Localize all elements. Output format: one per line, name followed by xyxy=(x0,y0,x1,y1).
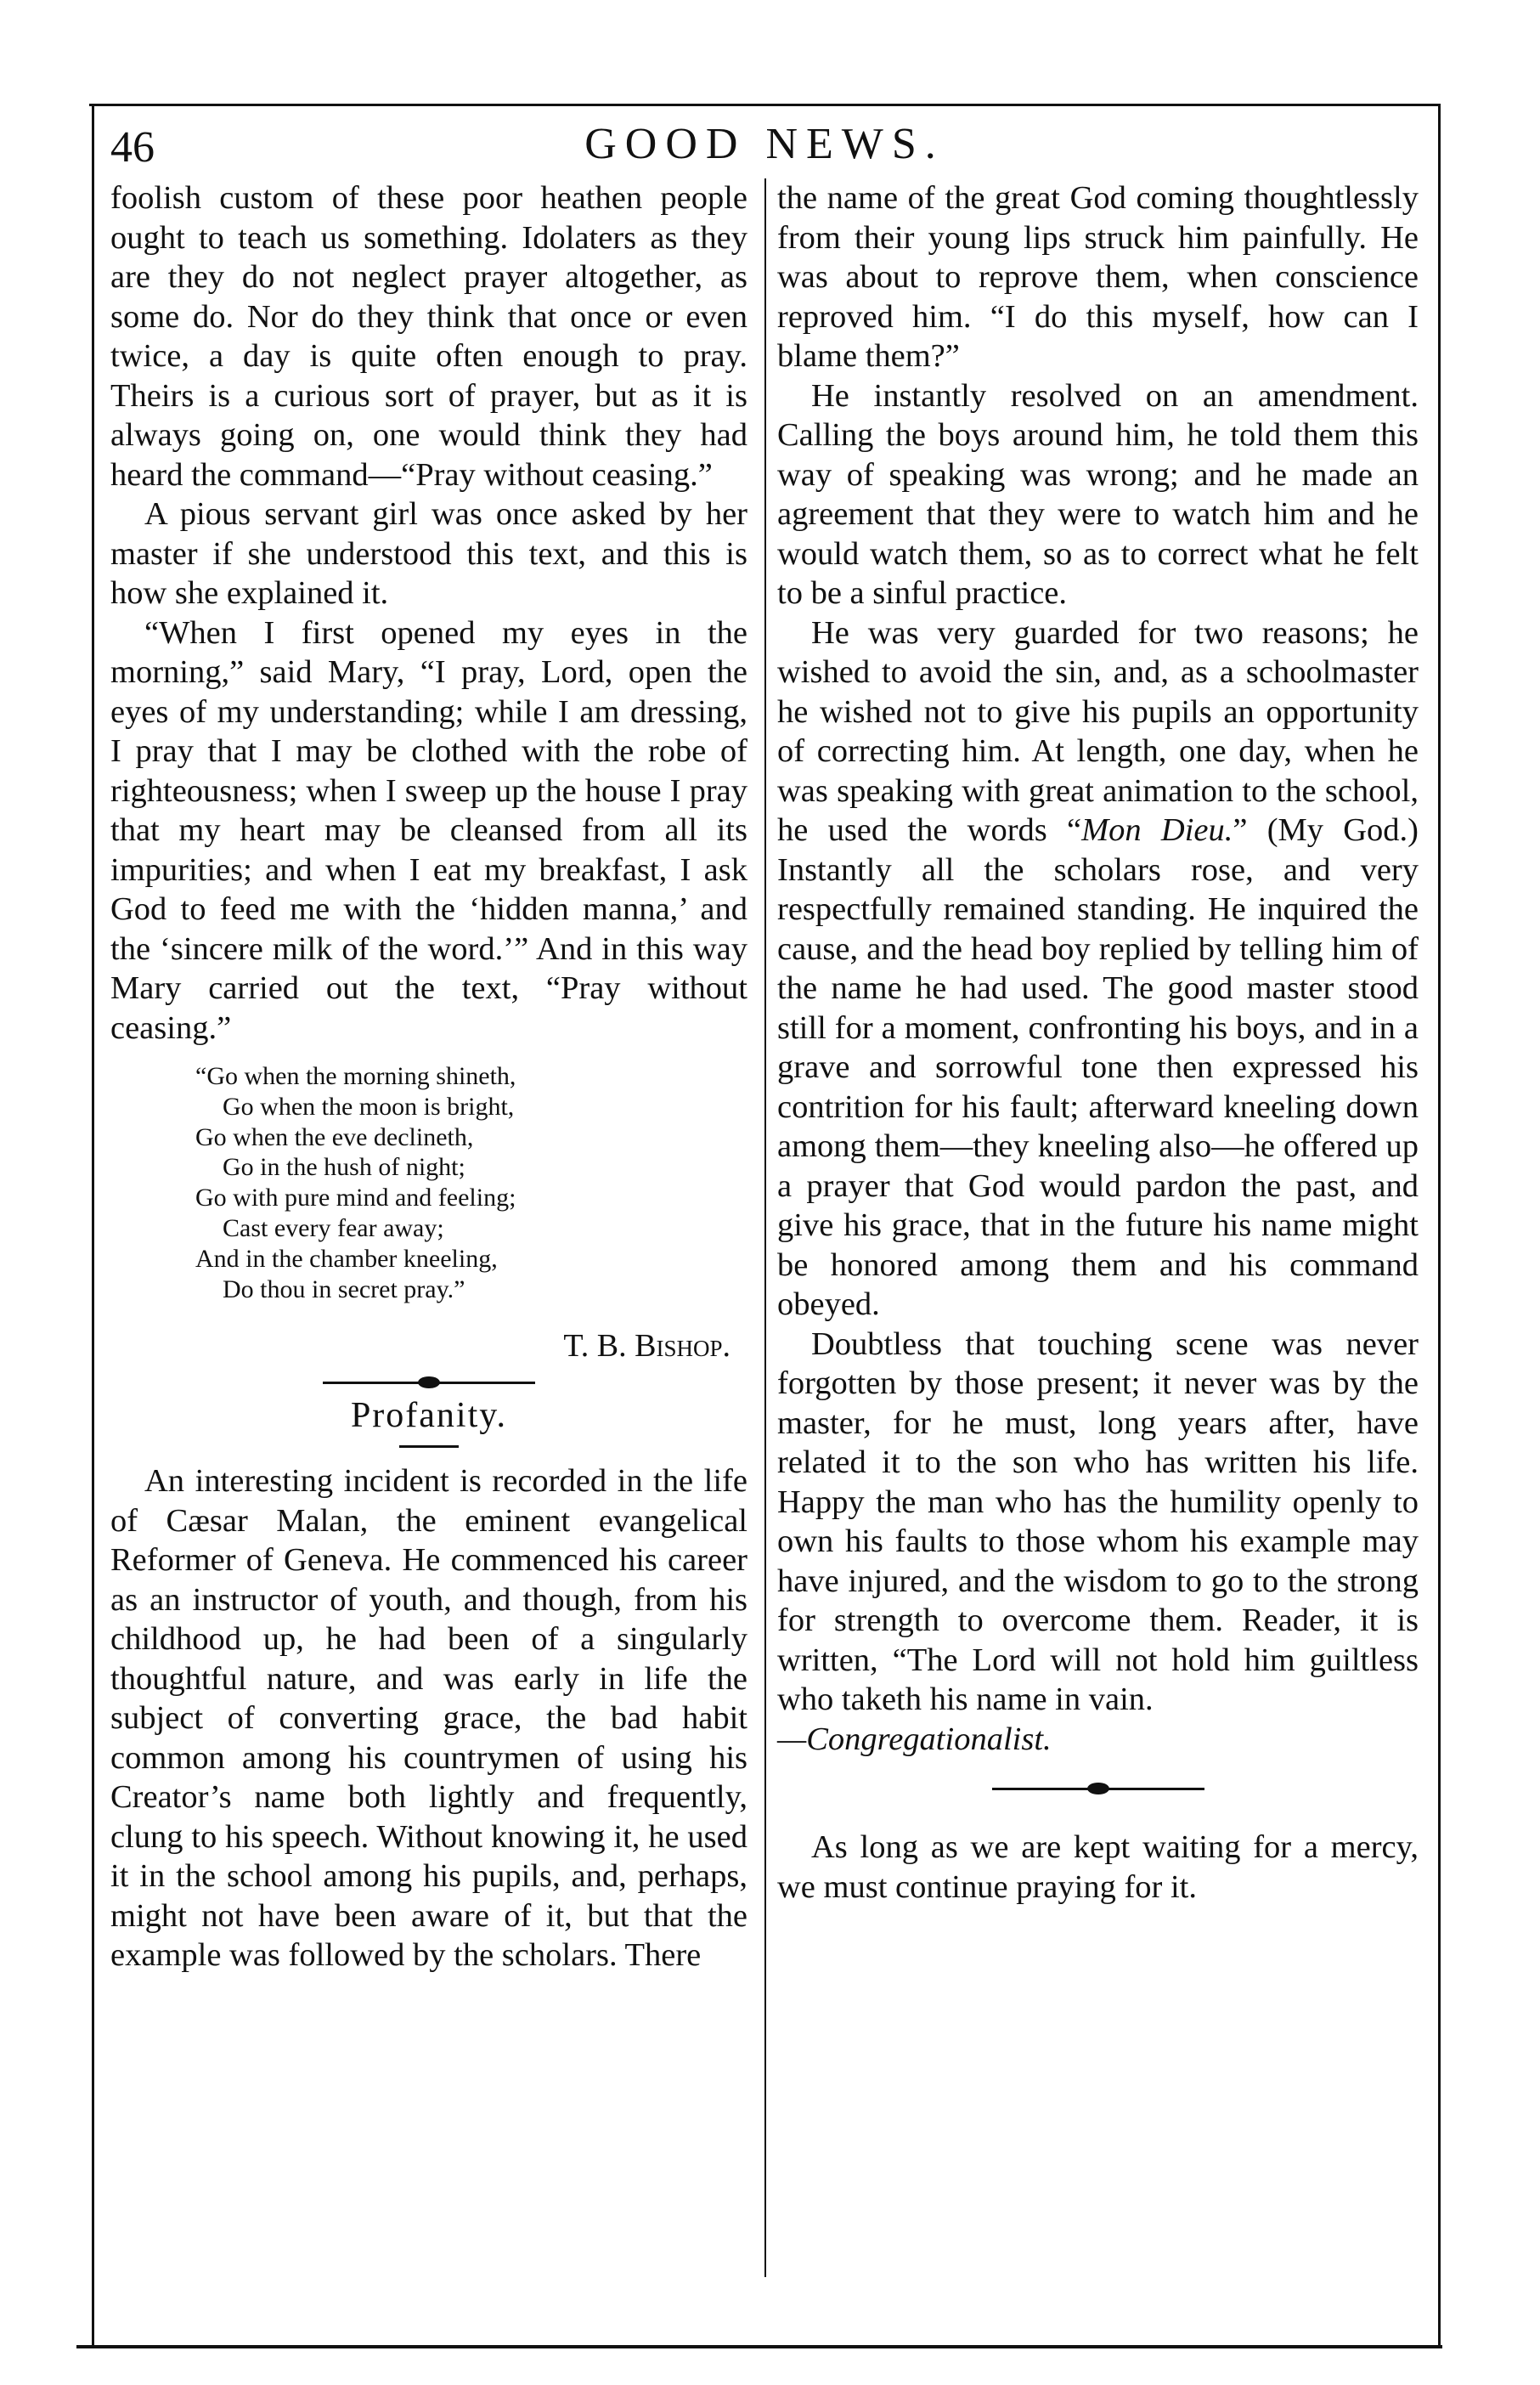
poem xyxy=(195,1061,747,1304)
paragraph: A pious servant girl was once asked by her master if she understood this text, and this is how she explained it. xyxy=(110,496,747,611)
poem-line: Go with pure mind and feeling; xyxy=(195,1184,516,1212)
divider-ornament xyxy=(1087,1783,1109,1794)
text-run: Doubtless that touching scene was never forgotten by those present; it never was by the master, for he must, long years after, have related it to the son who has written his life. Happy the man who has the humility openly to own his faults to those whom his example may have injured, and the wisdom to go to the strong for strength to overcome them. Reader, it is written, “The Lord will not hold him guiltless who taketh his name in vain. xyxy=(777,1325,1419,1717)
page-header xyxy=(110,119,1419,178)
poem-line: Do thou in secret pray.” xyxy=(223,1274,465,1303)
title-underline xyxy=(399,1445,459,1448)
paragraph: the name of the great God coming thoughtlessly from their young lips struck him painfully. He was about to reprove them, when conscience reproved him. “I do this myself, how can I blame them?” xyxy=(777,180,1419,374)
left-border xyxy=(92,104,94,2347)
ornamental-divider xyxy=(323,1382,535,1384)
italic-phrase: Mon Dieu. xyxy=(1081,812,1233,848)
text-run: He was very guarded for two reasons; he wished to avoid the sin, and, as a schoolmaster he wished not to give his pupils an opportunity of correcting him. At length, one day, when he was speaking with great animation to the school, he used the words “ xyxy=(777,614,1419,848)
top-rule xyxy=(89,104,1440,106)
section-title: Profanity. xyxy=(350,1395,508,1435)
paragraph: foolish custom of these poor heathen people ought to teach us something. Idolaters as they are they do not neglect prayer altogether, as some do. Nor do they think that once or even twice, a day is quite often enough to pray. Theirs is a curious sort of prayer, but as it is always going on, one would think they had heard the command—“Pray without ceasing.” xyxy=(110,180,747,493)
poem-line: And in the chamber kneeling, xyxy=(195,1244,498,1273)
right-column xyxy=(777,178,1419,1907)
column-divider xyxy=(764,178,766,2277)
ornamental-divider xyxy=(992,1788,1204,1790)
page-number: 46 xyxy=(110,123,155,172)
paragraph xyxy=(777,613,1419,1325)
poem-line: Go when the eve declineth, xyxy=(195,1122,474,1151)
poem-line: Cast every fear away; xyxy=(223,1213,444,1242)
paragraph: “When I first opened my eyes in the morning,” said Mary, “I pray, Lord, open the eyes of my understanding; while I am dressing, I pray that I may be clothed with the robe of righteousness; when I sweep up the house I pray that my heart may be cleansed from all its impurities; and when I eat my breakfast, I ask God to feed me with the ‘hidden manna,’ and the ‘sincere milk of the word.’” And in this way Mary carried out the text, “Pray without ceasing.” xyxy=(110,614,747,1046)
bottom-rule xyxy=(76,2345,1442,2348)
right-border xyxy=(1438,104,1441,2347)
attribution: —Congregationalist. xyxy=(777,1721,1052,1757)
divider-ornament xyxy=(418,1376,440,1388)
paragraph: An interesting incident is recorded in the life of Cæsar Malan, the eminent evangelical Reformer of Geneva. He commenced his career as an instructor of youth, and though, from his childhood up, he had been of a singularly thoughtful nature, and was early in life the subject of converting grace, the bad habit common among his countrymen of using his Creator’s name both lightly and frequently, clung to his speech. Without knowing it, he used it in the school among his pupils, and, perhaps, might not have been aware of it, but that the example was followed by the scholars. There xyxy=(110,1463,747,1974)
poem-line: “Go when the morning shineth, xyxy=(195,1062,516,1090)
paragraph: He instantly resolved on an amendment. Calling the boys around him, he told them this way of speaking was wrong; and he made an agreement that they were to watch him and he would watch them, so as to correct what he felt to be a sinful practice. xyxy=(777,377,1419,611)
text-run: ” (My God.) Instantly all the scholars rose, and very respectfully remained standing. He inquired the cause, and the head boy replied by telling him of the name he had used. The good master stood still for a moment, confronting his boys, and in a grave and sorrowful tone then expressed his contrition for his fault; afterward kneeling down among them—they kneeling also—he offered up a prayer that God would pardon the past, and give his grace, that in the future his name might be honored among them and his command obeyed. xyxy=(777,812,1419,1322)
poem-line: Go when the moon is bright, xyxy=(223,1092,515,1121)
paragraph: As long as we are kept waiting for a mercy, we must continue praying for it. xyxy=(777,1829,1419,1905)
poem-line: Go in the hush of night; xyxy=(223,1153,465,1182)
poem-signature: T. B. Bishop. xyxy=(563,1328,731,1365)
running-title: GOOD NEWS. xyxy=(584,120,945,168)
left-column xyxy=(110,178,747,1975)
paragraph xyxy=(777,1325,1419,1760)
